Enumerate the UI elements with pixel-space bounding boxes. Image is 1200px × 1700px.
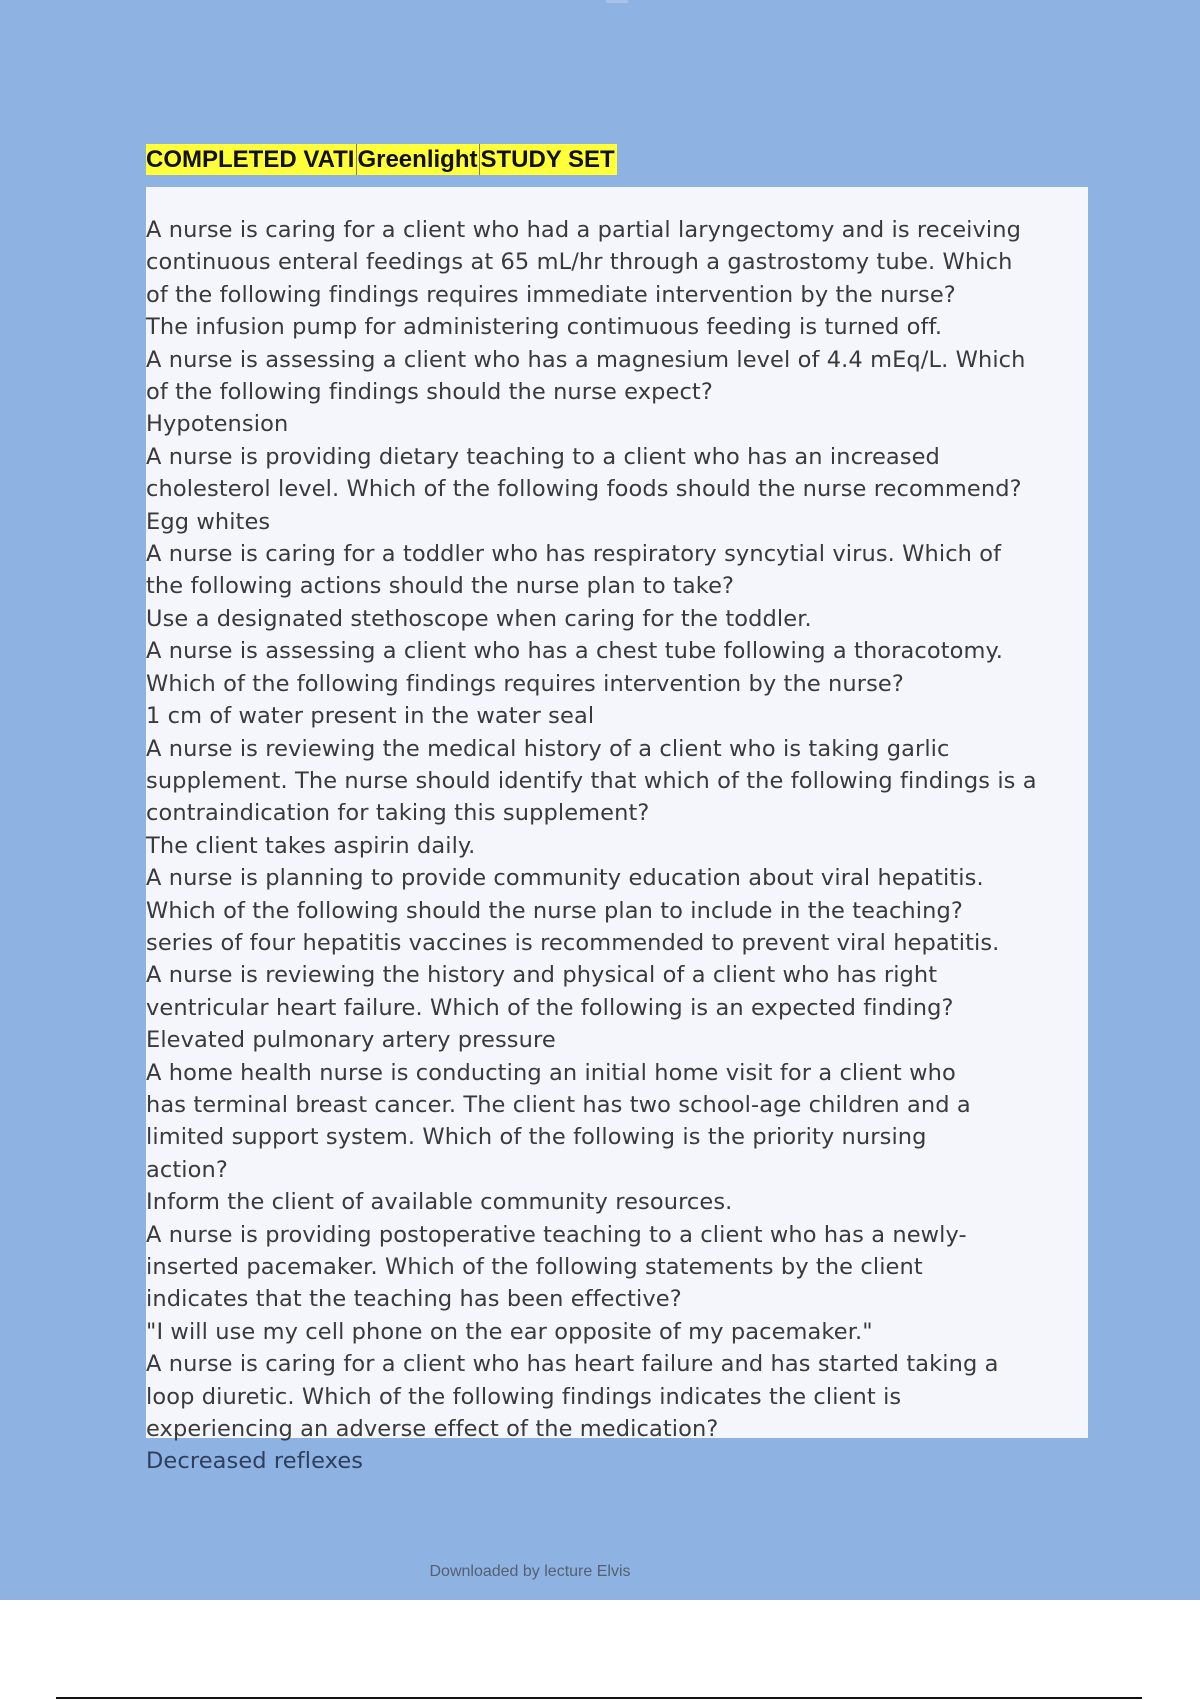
question-line: ventricular heart failure. Which of the following is an expected finding? xyxy=(146,994,954,1021)
question-line: A nurse is providing dietary teaching to a client who has an increased xyxy=(146,443,940,470)
question-line: supplement. The nurse should identify that which of the following findings is a xyxy=(146,767,1037,794)
question-line: A nurse is providing postoperative teaching to a client who has a newly- xyxy=(146,1221,967,1248)
question-line: of the following findings should the nurse expect? xyxy=(146,379,713,406)
question-line: Which of the following findings requires intervention by the nurse? xyxy=(146,670,904,697)
question-line: A nurse is reviewing the history and physical of a client who has right xyxy=(146,962,938,989)
title-part: STUDY SET xyxy=(480,146,615,173)
answer-line: Hypotension xyxy=(146,411,289,438)
answer-line: The infusion pump for administering contimuous feeding is turned off. xyxy=(146,314,943,341)
study-set-text xyxy=(146,214,1096,1478)
answer-line: series of four hepatitis vaccines is recommended to prevent viral hepatitis. xyxy=(146,929,1000,956)
answer-line: Decreased reflexes xyxy=(146,1448,364,1475)
question-line: cholesterol level. Which of the following foods should the nurse recommend? xyxy=(146,476,1022,503)
question-line: experiencing an adverse effect of the medication? xyxy=(146,1416,719,1443)
question-line: the following actions should the nurse plan to take? xyxy=(146,573,735,600)
question-line: continuous enteral feedings at 65 mL/hr through a gastrostomy tube. Which xyxy=(146,249,1013,276)
question-line: A home health nurse is conducting an initial home visit for a client who xyxy=(146,1059,956,1086)
question-line: of the following findings requires immediate intervention by the nurse? xyxy=(146,281,956,308)
page-top-marker xyxy=(606,0,628,3)
answer-line: Use a designated stethoscope when caring for the toddler. xyxy=(146,605,812,632)
answer-line: The client takes aspirin daily. xyxy=(146,832,476,859)
question-line: A nurse is planning to provide community education about viral hepatitis. xyxy=(146,865,984,892)
question-line: A nurse is assessing a client who has a chest tube following a thoracotomy. xyxy=(146,638,1004,665)
question-line: action? xyxy=(146,1156,228,1183)
question-line: Which of the following should the nurse plan to include in the teaching? xyxy=(146,897,963,924)
answer-line: Egg whites xyxy=(146,508,271,535)
title-part: COMPLETED VATI xyxy=(146,146,355,173)
question-line: inserted pacemaker. Which of the following statements by the client xyxy=(146,1254,923,1280)
answer-line: Inform the client of available community resources. xyxy=(146,1189,733,1216)
title-part: Greenlight xyxy=(357,146,478,173)
question-line: loop diuretic. Which of the following findings indicates the client is xyxy=(146,1383,902,1410)
question-line: A nurse is caring for a client who had a partial laryngectomy and is receiving xyxy=(146,217,1021,243)
question-line: A nurse is caring for a toddler who has respiratory syncytial virus. Which of xyxy=(146,541,1002,568)
download-footer: Downloaded by lecture Elvis xyxy=(429,1563,631,1580)
question-line: A nurse is reviewing the medical history of a client who is taking garlic xyxy=(146,735,950,762)
bottom-rule xyxy=(56,1697,1142,1699)
question-line: A nurse is assessing a client who has a magnesium level of 4.4 mEq/L. Which xyxy=(146,346,1026,373)
question-line: has terminal breast cancer. The client has two school-age children and a xyxy=(146,1091,971,1118)
question-line: contraindication for taking this supplement? xyxy=(146,800,650,827)
answer-line: "I will use my cell phone on the ear opposite of my pacemaker." xyxy=(146,1318,873,1345)
question-line: A nurse is caring for a client who has heart failure and has started taking a xyxy=(146,1351,999,1378)
question-line: indicates that the teaching has been effective? xyxy=(146,1286,682,1313)
answer-line: Elevated pulmonary artery pressure xyxy=(146,1027,556,1054)
document-title xyxy=(146,144,617,175)
answer-line: 1 cm of water present in the water seal xyxy=(146,703,595,730)
question-line: limited support system. Which of the following is the priority nursing xyxy=(146,1124,927,1151)
